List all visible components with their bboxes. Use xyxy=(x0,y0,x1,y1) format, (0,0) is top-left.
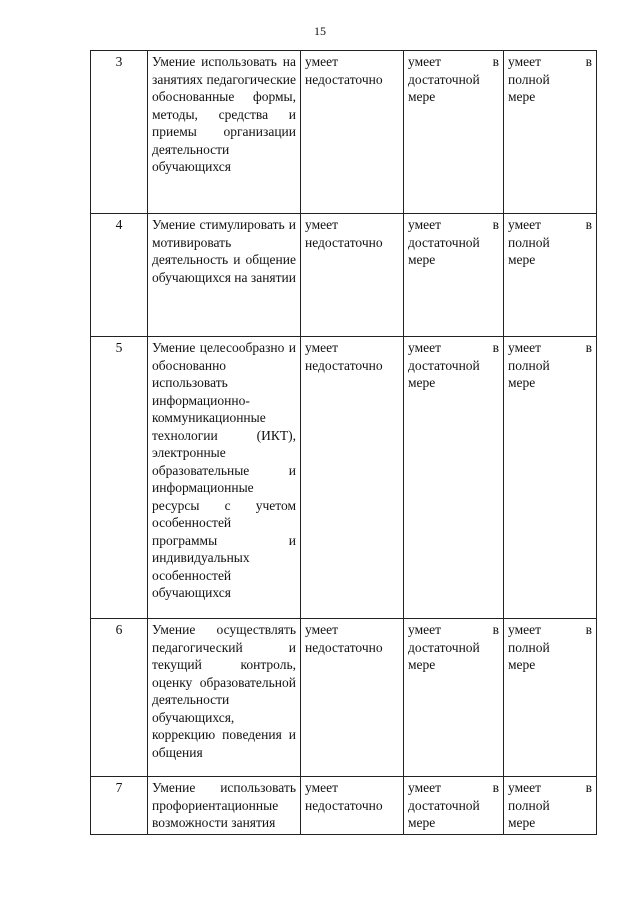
grade-full xyxy=(504,214,597,337)
grade-qualifier: недостаточно xyxy=(305,797,383,813)
grade-measure: мере xyxy=(508,815,536,830)
grade-word: умеет xyxy=(305,217,338,232)
grade-qualifier: полной xyxy=(508,639,550,655)
grade-word: умеет xyxy=(508,622,541,637)
grade-qualifier: недостаточно xyxy=(305,71,383,87)
grade-measure: мере xyxy=(508,657,536,672)
skill-description: Умение осуществлять педагогический и текущий контроль, оценку образовательной деятельности обучающихся, коррекцию поведения и общения xyxy=(148,619,301,777)
grade-insufficient xyxy=(301,51,404,214)
grade-word: умеет xyxy=(408,54,441,69)
grade-full xyxy=(504,777,597,835)
grade-word: умеет xyxy=(408,217,441,232)
grade-sufficient xyxy=(404,214,504,337)
grade-measure: мере xyxy=(408,657,436,672)
grade-qualifier: недостаточно xyxy=(305,234,383,250)
grade-qualifier: недостаточно xyxy=(305,357,383,373)
table-row xyxy=(91,337,597,619)
grade-preposition: в xyxy=(585,340,592,355)
grade-preposition: в xyxy=(492,217,499,232)
grade-preposition: в xyxy=(492,780,499,795)
grade-word: умеет xyxy=(305,622,338,637)
grade-preposition: в xyxy=(585,217,592,232)
grade-full xyxy=(504,51,597,214)
grade-preposition: в xyxy=(585,54,592,69)
table-row xyxy=(91,619,597,777)
grade-measure: мере xyxy=(508,89,536,104)
grade-qualifier: полной xyxy=(508,797,550,813)
grade-measure: мере xyxy=(408,89,436,104)
skill-description: Умение целесообразно и обоснованно использовать информационно-коммуникационные технологии (ИКТ), электронные образовательные и информационные ресурсы с учетом особенностей программы и индивидуальных особенностей обучающихся xyxy=(148,337,301,619)
grade-sufficient xyxy=(404,777,504,835)
table-row xyxy=(91,777,597,835)
row-number: 5 xyxy=(91,337,148,619)
table-row xyxy=(91,214,597,337)
table-row xyxy=(91,51,597,214)
row-number: 7 xyxy=(91,777,148,835)
grade-preposition: в xyxy=(585,622,592,637)
grade-qualifier: достаточной xyxy=(408,71,480,87)
grade-word: умеет xyxy=(408,780,441,795)
grade-insufficient xyxy=(301,214,404,337)
grade-insufficient xyxy=(301,619,404,777)
grade-word: умеет xyxy=(508,54,541,69)
grade-measure: мере xyxy=(508,252,536,267)
grade-preposition: в xyxy=(492,340,499,355)
grade-word: умеет xyxy=(305,340,338,355)
grade-qualifier: недостаточно xyxy=(305,639,383,655)
grade-qualifier: достаточной xyxy=(408,357,480,373)
grade-qualifier: полной xyxy=(508,71,550,87)
grade-qualifier: полной xyxy=(508,357,550,373)
grade-measure: мере xyxy=(408,252,436,267)
skill-description: Умение стимулировать и мотивировать деятельность и общение обучающихся на занятии xyxy=(148,214,301,337)
grade-word: умеет xyxy=(408,622,441,637)
grade-qualifier: достаточной xyxy=(408,797,480,813)
row-number: 4 xyxy=(91,214,148,337)
grade-measure: мере xyxy=(408,815,436,830)
grade-insufficient xyxy=(301,777,404,835)
grade-qualifier: достаточной xyxy=(408,639,480,655)
grade-full xyxy=(504,619,597,777)
evaluation-table xyxy=(90,50,597,835)
grade-word: умеет xyxy=(508,217,541,232)
grade-preposition: в xyxy=(492,622,499,637)
grade-word: умеет xyxy=(508,340,541,355)
grade-sufficient xyxy=(404,619,504,777)
skill-description: Умение использовать на занятиях педагогические обоснованные формы, методы, средства и приемы организации деятельности обучающихся xyxy=(148,51,301,214)
grade-word: умеет xyxy=(305,780,338,795)
row-number: 6 xyxy=(91,619,148,777)
grade-sufficient xyxy=(404,51,504,214)
grade-measure: мере xyxy=(508,375,536,390)
page-number: 15 xyxy=(314,24,326,38)
grade-full xyxy=(504,337,597,619)
grade-measure: мере xyxy=(408,375,436,390)
grade-qualifier: полной xyxy=(508,234,550,250)
grade-word: умеет xyxy=(305,54,338,69)
grade-word: умеет xyxy=(408,340,441,355)
grade-preposition: в xyxy=(585,780,592,795)
grade-qualifier: достаточной xyxy=(408,234,480,250)
skill-description: Умение использовать профориентационные возможности занятия xyxy=(148,777,301,835)
grade-sufficient xyxy=(404,337,504,619)
grade-word: умеет xyxy=(508,780,541,795)
grade-insufficient xyxy=(301,337,404,619)
grade-preposition: в xyxy=(492,54,499,69)
row-number: 3 xyxy=(91,51,148,214)
